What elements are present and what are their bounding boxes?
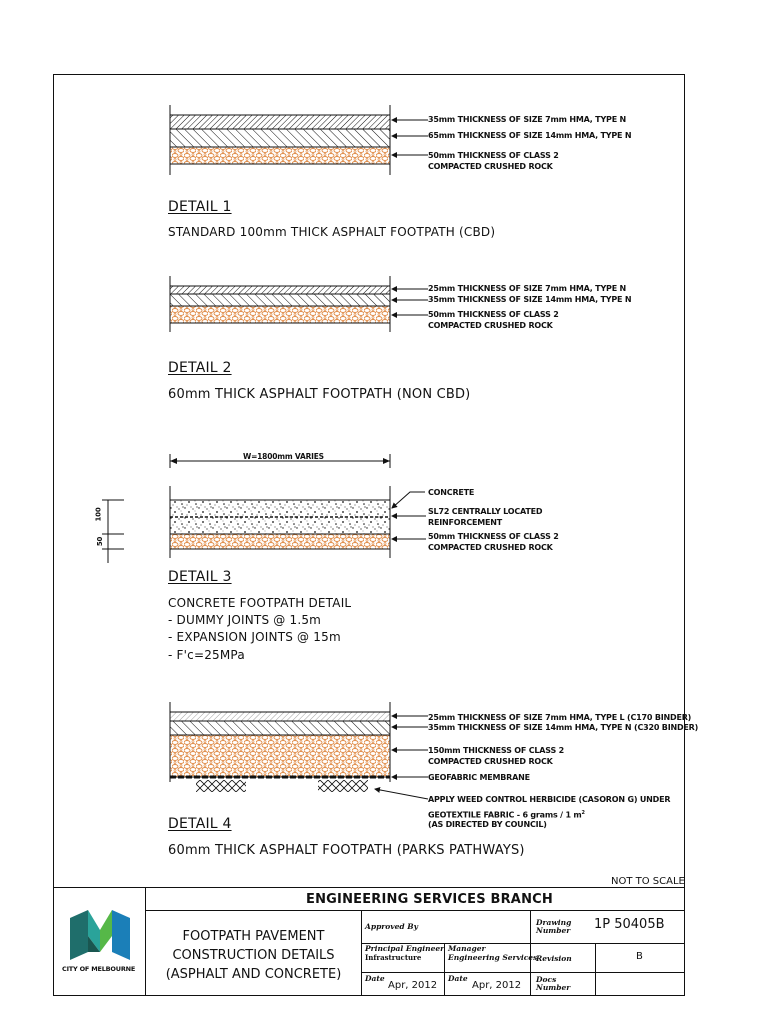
layer-hma-7mm [170,712,390,721]
manager-value: Engineering Services [448,953,538,962]
detail-4-note-8: (AS DIRECTED BY COUNCIL) [428,820,547,829]
detail-1-note-1: 35mm THICKNESS OF SIZE 7mm HMA, TYPE N [428,115,627,124]
detail-1-note-2: 65mm THICKNESS OF SIZE 14mm HMA, TYPE N [428,131,632,140]
detail-4-note-7: GEOTEXTILE FABRIC - 6 grams / 1 m [428,810,582,820]
detail-2-note-4: COMPACTED CRUSHED ROCK [428,321,553,330]
detail-4-note-1: 25mm THICKNESS OF SIZE 7mm HMA, TYPE L (C170 BINDER) [428,713,692,722]
detail-3-spec-3: - F'c=25MPa [168,648,245,662]
detail-1-note-4: COMPACTED CRUSHED ROCK [428,162,553,171]
layer-hma-14mm [170,294,390,306]
detail-4-note-4: COMPACTED CRUSHED ROCK [428,757,553,766]
principal-engineer-label: Principal Engineer [365,944,445,953]
detail-3-dim-50: 50 [96,536,105,547]
date-label-1: Date [365,974,385,983]
detail-3-width-dimension: W=1800mm VARIES [243,452,324,461]
not-to-scale-label: NOT TO SCALE [611,876,685,887]
detail-4-note-5: GEOFABRIC MEMBRANE [428,773,530,782]
detail-3-section [100,446,720,576]
layer-hma-14mm [170,721,390,735]
weed-control-zone-2 [318,780,368,792]
drawing-title-line-3: (ASPHALT AND CONCRETE) [165,967,342,982]
layer-hma-7mm [170,286,390,294]
detail-4-note-2: 35mm THICKNESS OF SIZE 14mm HMA, TYPE N (C320 BINDER) [428,723,699,732]
drawing-title [146,927,361,984]
detail-3-note-4: 50mm THICKNESS OF CLASS 2 [428,532,559,541]
detail-3-note-3: REINFORCEMENT [428,518,503,527]
layer-crushed-rock [170,735,390,777]
detail-3-spec-1: - DUMMY JOINTS @ 1.5m [168,613,322,627]
date-value-2: Apr, 2012 [472,980,522,991]
drawing-title-line-2: CONSTRUCTION DETAILS [172,948,335,963]
date-label-2: Date [448,974,468,983]
detail-3-note-5: COMPACTED CRUSHED ROCK [428,543,553,552]
drawing-number: 1P 50405B [594,917,665,932]
layer-crushed-rock [170,534,390,549]
detail-3-note-1: CONCRETE [428,488,475,497]
manager-label: Manager [448,944,486,953]
revision-value: B [636,951,643,962]
detail-1-note-3: 50mm THICKNESS OF CLASS 2 [428,151,559,160]
detail-1-title: STANDARD 100mm THICK ASPHALT FOOTPATH (CBD) [168,225,496,239]
detail-3-spec-2: - EXPANSION JOINTS @ 15m [168,630,341,644]
principal-engineer-value: Infrastructure [365,953,422,962]
layer-hma-7mm [170,115,390,129]
approved-by-label: Approved By [365,922,418,931]
revision-label: Revision [536,954,572,963]
detail-3-note-2: SL72 CENTRALLY LOCATED [428,507,543,516]
detail-3-dim-100: 100 [94,507,103,522]
detail-3-spec-title: CONCRETE FOOTPATH DETAIL [168,596,352,610]
date-value-1: Apr, 2012 [388,980,438,991]
layer-crushed-rock [170,306,390,323]
layer-crushed-rock [170,147,390,164]
detail-4-heading: DETAIL 4 [168,816,232,832]
detail-2-note-1: 25mm THICKNESS OF SIZE 7mm HMA, TYPE N [428,284,627,293]
detail-4-title: 60mm THICK ASPHALT FOOTPATH (PARKS PATHWAYS) [168,843,525,858]
weed-control-zone-1 [196,780,246,792]
detail-2-note-2: 35mm THICKNESS OF SIZE 14mm HMA, TYPE N [428,295,632,304]
detail-2-heading: DETAIL 2 [168,360,232,376]
detail-2-title: 60mm THICK ASPHALT FOOTPATH (NON CBD) [168,387,471,402]
detail-3-heading: DETAIL 3 [168,569,232,585]
branch-title: ENGINEERING SERVICES BRANCH [306,892,553,907]
detail-1-heading: DETAIL 1 [168,199,232,215]
detail-2-note-3: 50mm THICKNESS OF CLASS 2 [428,310,559,319]
detail-4-note-7-wrap: GEOTEXTILE FABRIC - 6 grams / 1 $m^2$ [428,810,585,820]
city-of-melbourne-logo [66,908,132,964]
detail-4-note-6: APPLY WEED CONTROL HERBICIDE (CASORON G) UNDER [428,795,671,804]
logo-text: CITY OF MELBOURNE [62,965,136,973]
docs-number-label: Docs Number [536,975,571,992]
drawing-number-label: Drawing Number [536,918,572,935]
detail-4-note-3: 150mm THICKNESS OF CLASS 2 [428,746,564,755]
drawing-title-line-1: FOOTPATH PAVEMENT [182,929,325,944]
layer-hma-14mm [170,129,390,147]
